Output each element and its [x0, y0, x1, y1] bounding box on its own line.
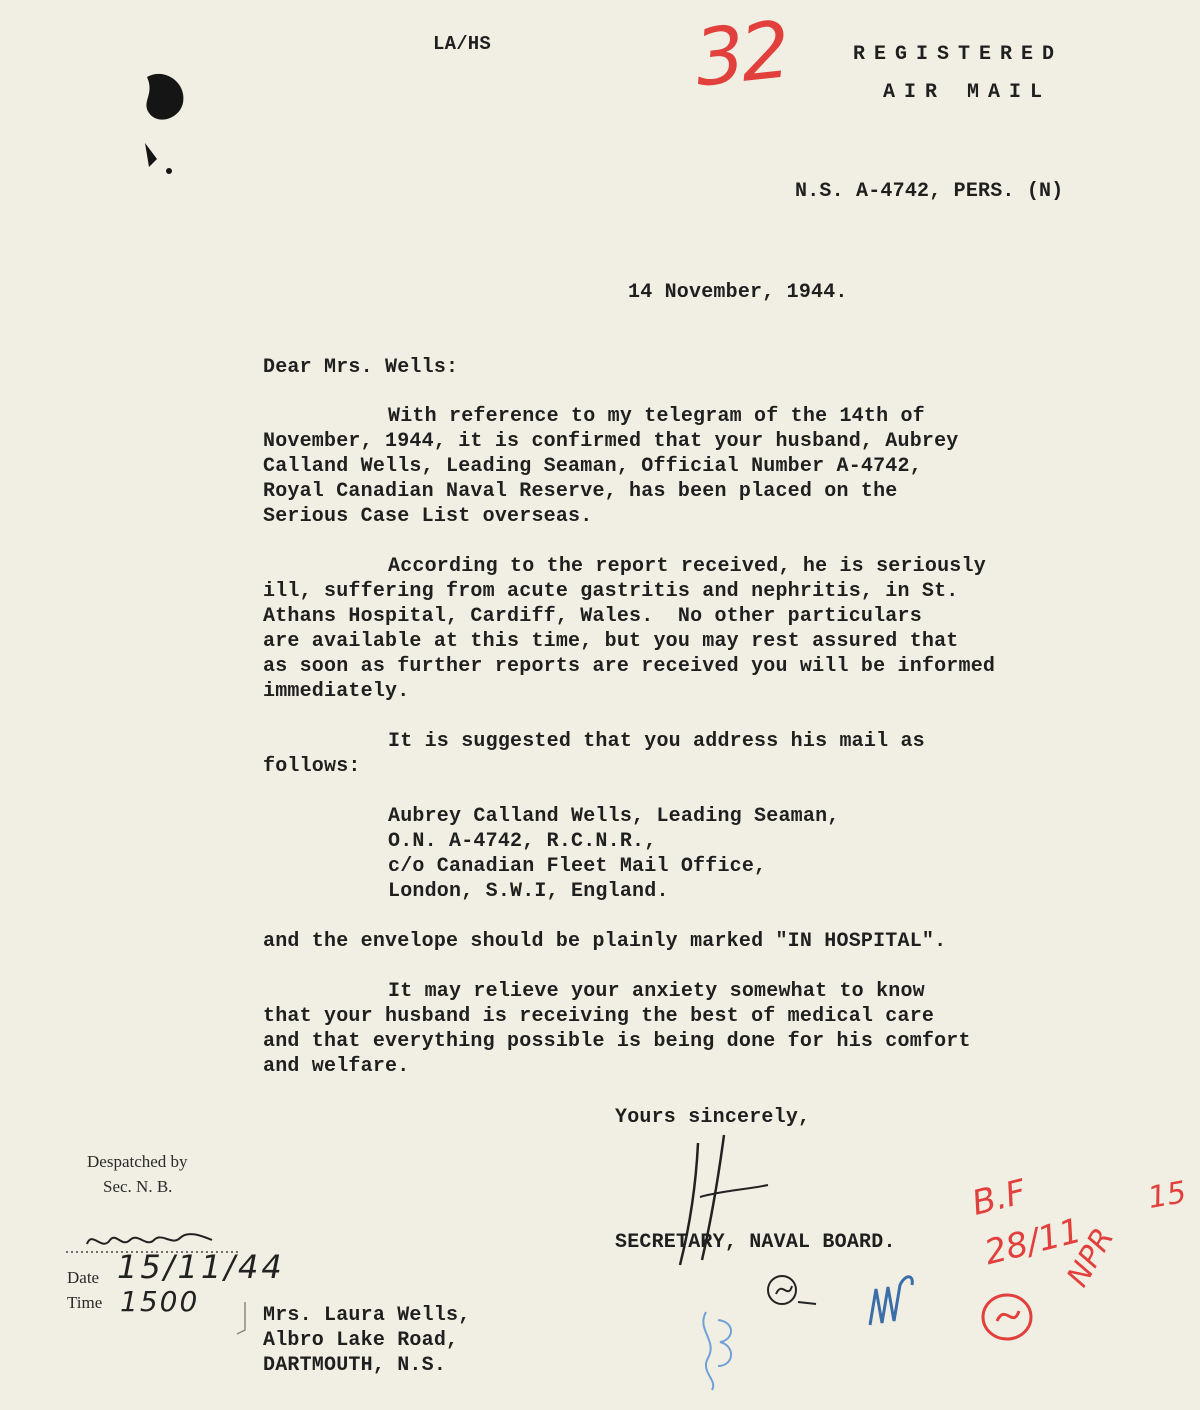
- dispatch-label: Despatched by: [87, 1152, 188, 1171]
- salutation: Dear Mrs. Wells:: [263, 356, 459, 379]
- paragraph-2-line: Athans Hospital, Cardiff, Wales. No other particulars: [263, 605, 922, 628]
- black-initials-mark: [762, 1270, 822, 1320]
- paragraph-2-line: are available at this time, but you may rest assured that: [263, 630, 959, 653]
- recipient-line: Mrs. Laura Wells,: [263, 1304, 471, 1327]
- paragraph-1-line: Calland Wells, Leading Seaman, Official Number A-4742,: [263, 455, 922, 478]
- paragraph-4-line: that your husband is receiving the best of medical care: [263, 1005, 935, 1028]
- dispatch-date-label: Date: [67, 1268, 100, 1287]
- paragraph-1-line: Royal Canadian Naval Reserve, has been placed on the: [263, 480, 898, 503]
- paragraph-4-line: It may relieve your anxiety somewhat to know: [388, 980, 925, 1003]
- mailing-address-line: O.N. A-4742, R.C.N.R.,: [388, 830, 657, 853]
- punch-hole-mark: [135, 65, 195, 185]
- mailing-address-line: London, S.W.I, England.: [388, 880, 669, 903]
- dispatch-stamp-border: [235, 1300, 255, 1340]
- reference-initials: LA/HS: [433, 33, 492, 55]
- annotation-initials: B.F: [967, 1172, 1030, 1224]
- letter-date: 14 November, 1944.: [628, 281, 848, 304]
- blue-check-mark: [860, 1265, 920, 1335]
- blue-initials-mark: [688, 1300, 748, 1395]
- closing: Yours sincerely,: [615, 1106, 811, 1129]
- dispatch-office: Sec. N. B.: [103, 1177, 173, 1196]
- mailing-address-line: Aubrey Calland Wells, Leading Seaman,: [388, 805, 840, 828]
- paragraph-2-line: ill, suffering from acute gastritis and nephritis, in St.: [263, 580, 959, 603]
- paragraph-2-line: immediately.: [263, 680, 410, 703]
- red-circled-initials-mark: [975, 1285, 1045, 1350]
- annotation-code: NPR: [1060, 1222, 1122, 1293]
- dispatch-time-value: 1500: [120, 1285, 200, 1318]
- annotation-number: 15: [1145, 1174, 1189, 1217]
- envelope-note: and the envelope should be plainly marked "IN HOSPITAL".: [263, 930, 947, 953]
- folio-number: 32: [690, 5, 791, 105]
- delivery-line-2: AIR MAIL: [883, 81, 1052, 104]
- signatory: SECRETARY, NAVAL BOARD.: [615, 1231, 896, 1254]
- delivery-line-1: REGISTERED: [853, 43, 1064, 66]
- paragraph-2-line: as soon as further reports are received you will be informed: [263, 655, 996, 678]
- recipient-line: Albro Lake Road,: [263, 1329, 459, 1352]
- paragraph-1-line: With reference to my telegram of the 14th of: [388, 405, 925, 428]
- annotation-date: 28/11: [980, 1210, 1086, 1274]
- paragraph-3-line: It is suggested that you address his mail as: [388, 730, 925, 753]
- dispatch-time-label: Time: [67, 1293, 103, 1312]
- paragraph-3-line: follows:: [263, 755, 361, 778]
- paragraph-1-line: Serious Case List overseas.: [263, 505, 593, 528]
- paragraph-4-line: and that everything possible is being done for his comfort: [263, 1030, 971, 1053]
- mailing-address-line: c/o Canadian Fleet Mail Office,: [388, 855, 767, 878]
- dispatch-date-value: 15/11/44: [117, 1248, 285, 1286]
- paragraph-1-line: November, 1944, it is confirmed that your husband, Aubrey: [263, 430, 959, 453]
- file-reference: N.S. A-4742, PERS. (N): [795, 180, 1064, 203]
- recipient-line: DARTMOUTH, N.S.: [263, 1354, 447, 1377]
- paragraph-2-line: According to the report received, he is seriously: [388, 555, 986, 578]
- paragraph-4-line: and welfare.: [263, 1055, 410, 1078]
